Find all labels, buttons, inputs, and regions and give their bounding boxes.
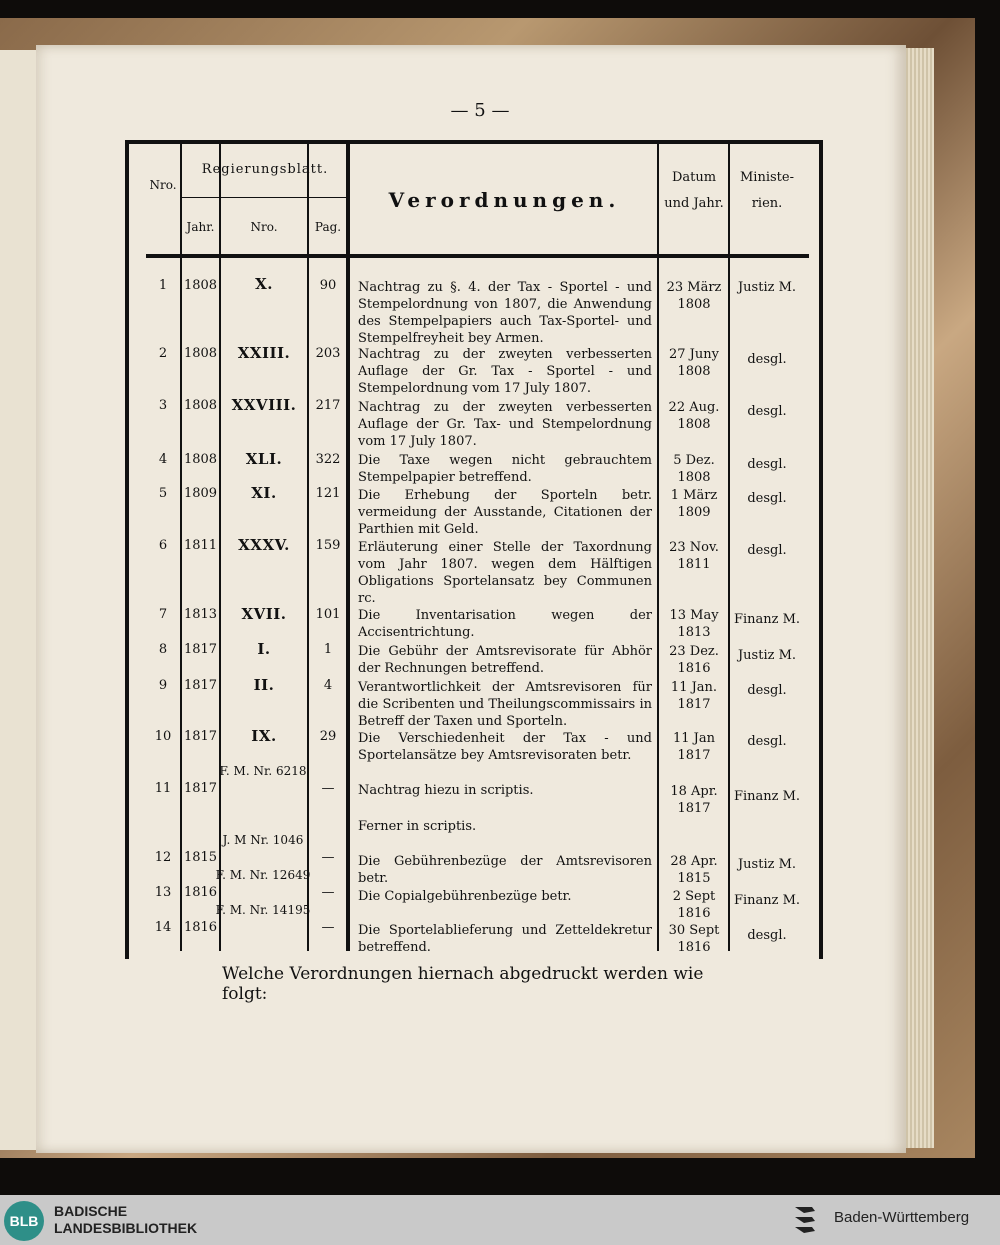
page-stack-edge (904, 48, 934, 1148)
row-ministry: desgl. (747, 404, 787, 419)
row-description: Verantwortlichkeit der Amtsrevisoren für die Scribenten und Theilungscommissairs in Betreff der Taxen und Sporteln. (358, 680, 652, 729)
row-page: 1 (323, 642, 333, 657)
row-page: 29 (319, 729, 337, 744)
row-description: Die Copialgebührenbezüge betr. (358, 889, 572, 904)
row-regnro: II. (253, 676, 275, 694)
row-year: 1817 (183, 781, 218, 796)
row-date: 23 März 1808 (666, 280, 722, 312)
row-number: 7 (158, 607, 168, 622)
row-page: 90 (319, 278, 337, 293)
closing-sentence: Welche Verordnungen hiernach abgedruckt werden wie folgt: (222, 964, 704, 1004)
row-page: — (321, 850, 335, 865)
header-datum: Datum und Jahr. (664, 170, 724, 211)
row-description: Nachtrag hiezu in scriptis. (358, 783, 534, 798)
row-number: 6 (158, 538, 168, 553)
row-year: 1808 (183, 346, 218, 361)
row-year: 1816 (183, 920, 218, 935)
row-number: 12 (154, 850, 172, 865)
row-page: 101 (315, 607, 341, 622)
row-page: 121 (315, 486, 341, 501)
row-number: 11 (154, 781, 172, 796)
page-number: — 5 — (450, 100, 510, 121)
row-description: Die Erhebung der Sporteln betr. vermeidung der Ausstande, Citationen der Parthien mit Geld. (358, 488, 652, 537)
row-description: Die Taxe wegen nicht gebrauchtem Stempelpapier betreffend. (358, 453, 652, 485)
row-ministry: Justiz M. (737, 648, 797, 663)
row-year: 1808 (183, 398, 218, 413)
row-regnro: XXXV. (238, 536, 290, 554)
row-ministry: desgl. (747, 457, 787, 472)
col-rule-verordnungen (657, 144, 659, 951)
row-regnro: XXIII. (237, 344, 291, 362)
row-description: Ferner in scriptis. (358, 819, 477, 834)
row-description: Die Inventarisation wegen der Accisentrichtung. (358, 608, 652, 640)
row-date: 27 Juny 1808 (669, 347, 719, 379)
row-ministry: Justiz M. (737, 280, 797, 295)
row-number: 4 (158, 452, 168, 467)
row-ministry: desgl. (747, 734, 787, 749)
row-ministry: desgl. (747, 491, 787, 506)
baden-wuerttemberg-lions-icon[interactable] (792, 1203, 818, 1237)
row-date: 23 Dez. 1816 (669, 644, 719, 676)
row-year: 1817 (183, 642, 218, 657)
row-number: 3 (158, 398, 168, 413)
row-description: Nachtrag zu der zweyten verbesserten Auflage der Gr. Tax - Sportel - und Stempelordnung vom 17 July 1807. (358, 347, 652, 396)
row-ministry: Finanz M. (733, 893, 801, 908)
row-page: — (321, 781, 335, 796)
header-pag: Pag. (314, 220, 342, 234)
row-page: — (321, 920, 335, 935)
row-regnro: IX. (251, 727, 277, 745)
row-page: 4 (323, 678, 333, 693)
row-regnro: F. M. Nr. 12649 (215, 868, 311, 882)
row-ministry: Justiz M. (737, 857, 797, 872)
row-year: 1817 (183, 678, 218, 693)
row-year: 1808 (183, 452, 218, 467)
row-year: 1816 (183, 885, 218, 900)
row-date: 11 Jan 1817 (672, 731, 715, 763)
row-description: Die Verschiedenheit der Tax - und Sportelansätze bey Amtsrevisoraten betr. (358, 731, 652, 763)
row-ministry: desgl. (747, 543, 787, 558)
row-regnro: I. (257, 640, 271, 658)
row-ministry: Finanz M. (733, 612, 801, 627)
row-date: 5 Dez. 1808 (673, 453, 715, 485)
row-number: 9 (158, 678, 168, 693)
library-name[interactable] (54, 1203, 197, 1237)
library-name-line2: LANDESBIBLIOTHEK (54, 1220, 198, 1236)
header-verordnungen: Verordnungen. (388, 188, 621, 212)
row-date: 1 März 1809 (670, 488, 718, 520)
row-number: 14 (154, 920, 172, 935)
row-year: 1811 (183, 538, 218, 553)
row-regnro: X. (255, 275, 273, 293)
library-name-line1: BADISCHE (54, 1203, 128, 1219)
row-regnro: XLI. (245, 450, 283, 468)
blb-logo-icon[interactable]: BLB (4, 1201, 44, 1241)
row-regnro: XVII. (241, 605, 287, 623)
header-jahr: Jahr. (186, 220, 215, 234)
row-regnro: XXVIII. (231, 396, 297, 414)
row-description: Die Sportelablieferung und Zetteldekretur betreffend. (358, 923, 652, 955)
row-page: 217 (315, 398, 341, 413)
viewer-footer-bar (0, 1195, 1000, 1245)
row-ministry: Finanz M. (733, 789, 801, 804)
row-number: 1 (158, 278, 168, 293)
header-ministerien: Ministe- rien. (740, 170, 794, 211)
row-regnro: XI. (251, 484, 277, 502)
row-number: 8 (158, 642, 168, 657)
row-page: 322 (315, 452, 341, 467)
row-year: 1813 (183, 607, 218, 622)
row-ministry: desgl. (747, 352, 787, 367)
header-nro: Nro. (149, 178, 177, 192)
row-date: 18 Apr. 1817 (670, 784, 718, 816)
row-page: — (321, 885, 335, 900)
row-number: 10 (154, 729, 172, 744)
row-description: Erläuterung einer Stelle der Taxordnung vom Jahr 1807. wegen dem Hälftigen Obligations Sportelansatz bey Communen rc. (358, 540, 652, 606)
row-number: 5 (158, 486, 168, 501)
header-regnro: Nro. (250, 220, 278, 234)
row-ministry: desgl. (747, 928, 787, 943)
row-date: 13 May 1813 (669, 608, 719, 640)
row-description: Nachtrag zu §. 4. der Tax - Sportel - und Stempelordnung von 1807, die Anwendung des Stempelpapiers auch Tax-Sportel- und Stempelfreyheit bey Armen. (358, 280, 652, 346)
row-date: 22 Aug. 1808 (668, 400, 720, 432)
row-date: 2 Sept 1816 (672, 889, 716, 921)
row-page: 203 (315, 346, 341, 361)
row-date: 28 Apr. 1815 (670, 854, 718, 886)
row-date: 23 Nov. 1811 (669, 540, 719, 572)
row-number: 2 (158, 346, 168, 361)
row-year: 1808 (183, 278, 218, 293)
row-description: Nachtrag zu der zweyten verbesserten Auflage der Gr. Tax- und Stempelordnung vom 17 July 1807. (358, 400, 652, 449)
row-year: 1809 (183, 486, 218, 501)
row-description: Die Gebühr der Amtsrevisorate für Abhör der Rechnungen betreffend. (358, 644, 652, 676)
facing-page-edge (0, 50, 38, 1150)
row-date: 30 Sept 1816 (668, 923, 720, 955)
row-year: 1817 (183, 729, 218, 744)
row-page: 159 (315, 538, 341, 553)
row-description: Die Gebührenbezüge der Amtsrevisoren betr. (358, 854, 652, 886)
row-ministry: desgl. (747, 683, 787, 698)
row-regnro: F. M. Nr. 14195 (215, 903, 311, 917)
header-subrule (182, 197, 348, 198)
row-date: 11 Jan. 1817 (670, 680, 718, 712)
row-number: 13 (154, 885, 172, 900)
header-rule (146, 254, 809, 258)
header-regierungsblatt: Regierungsblatt. (201, 162, 329, 177)
state-name[interactable]: Baden-Württemberg (834, 1209, 970, 1226)
row-regnro: J. M Nr. 1046 (222, 833, 304, 847)
row-year: 1815 (183, 850, 218, 865)
row-regnro: F. M. Nr. 6218 (219, 764, 307, 778)
